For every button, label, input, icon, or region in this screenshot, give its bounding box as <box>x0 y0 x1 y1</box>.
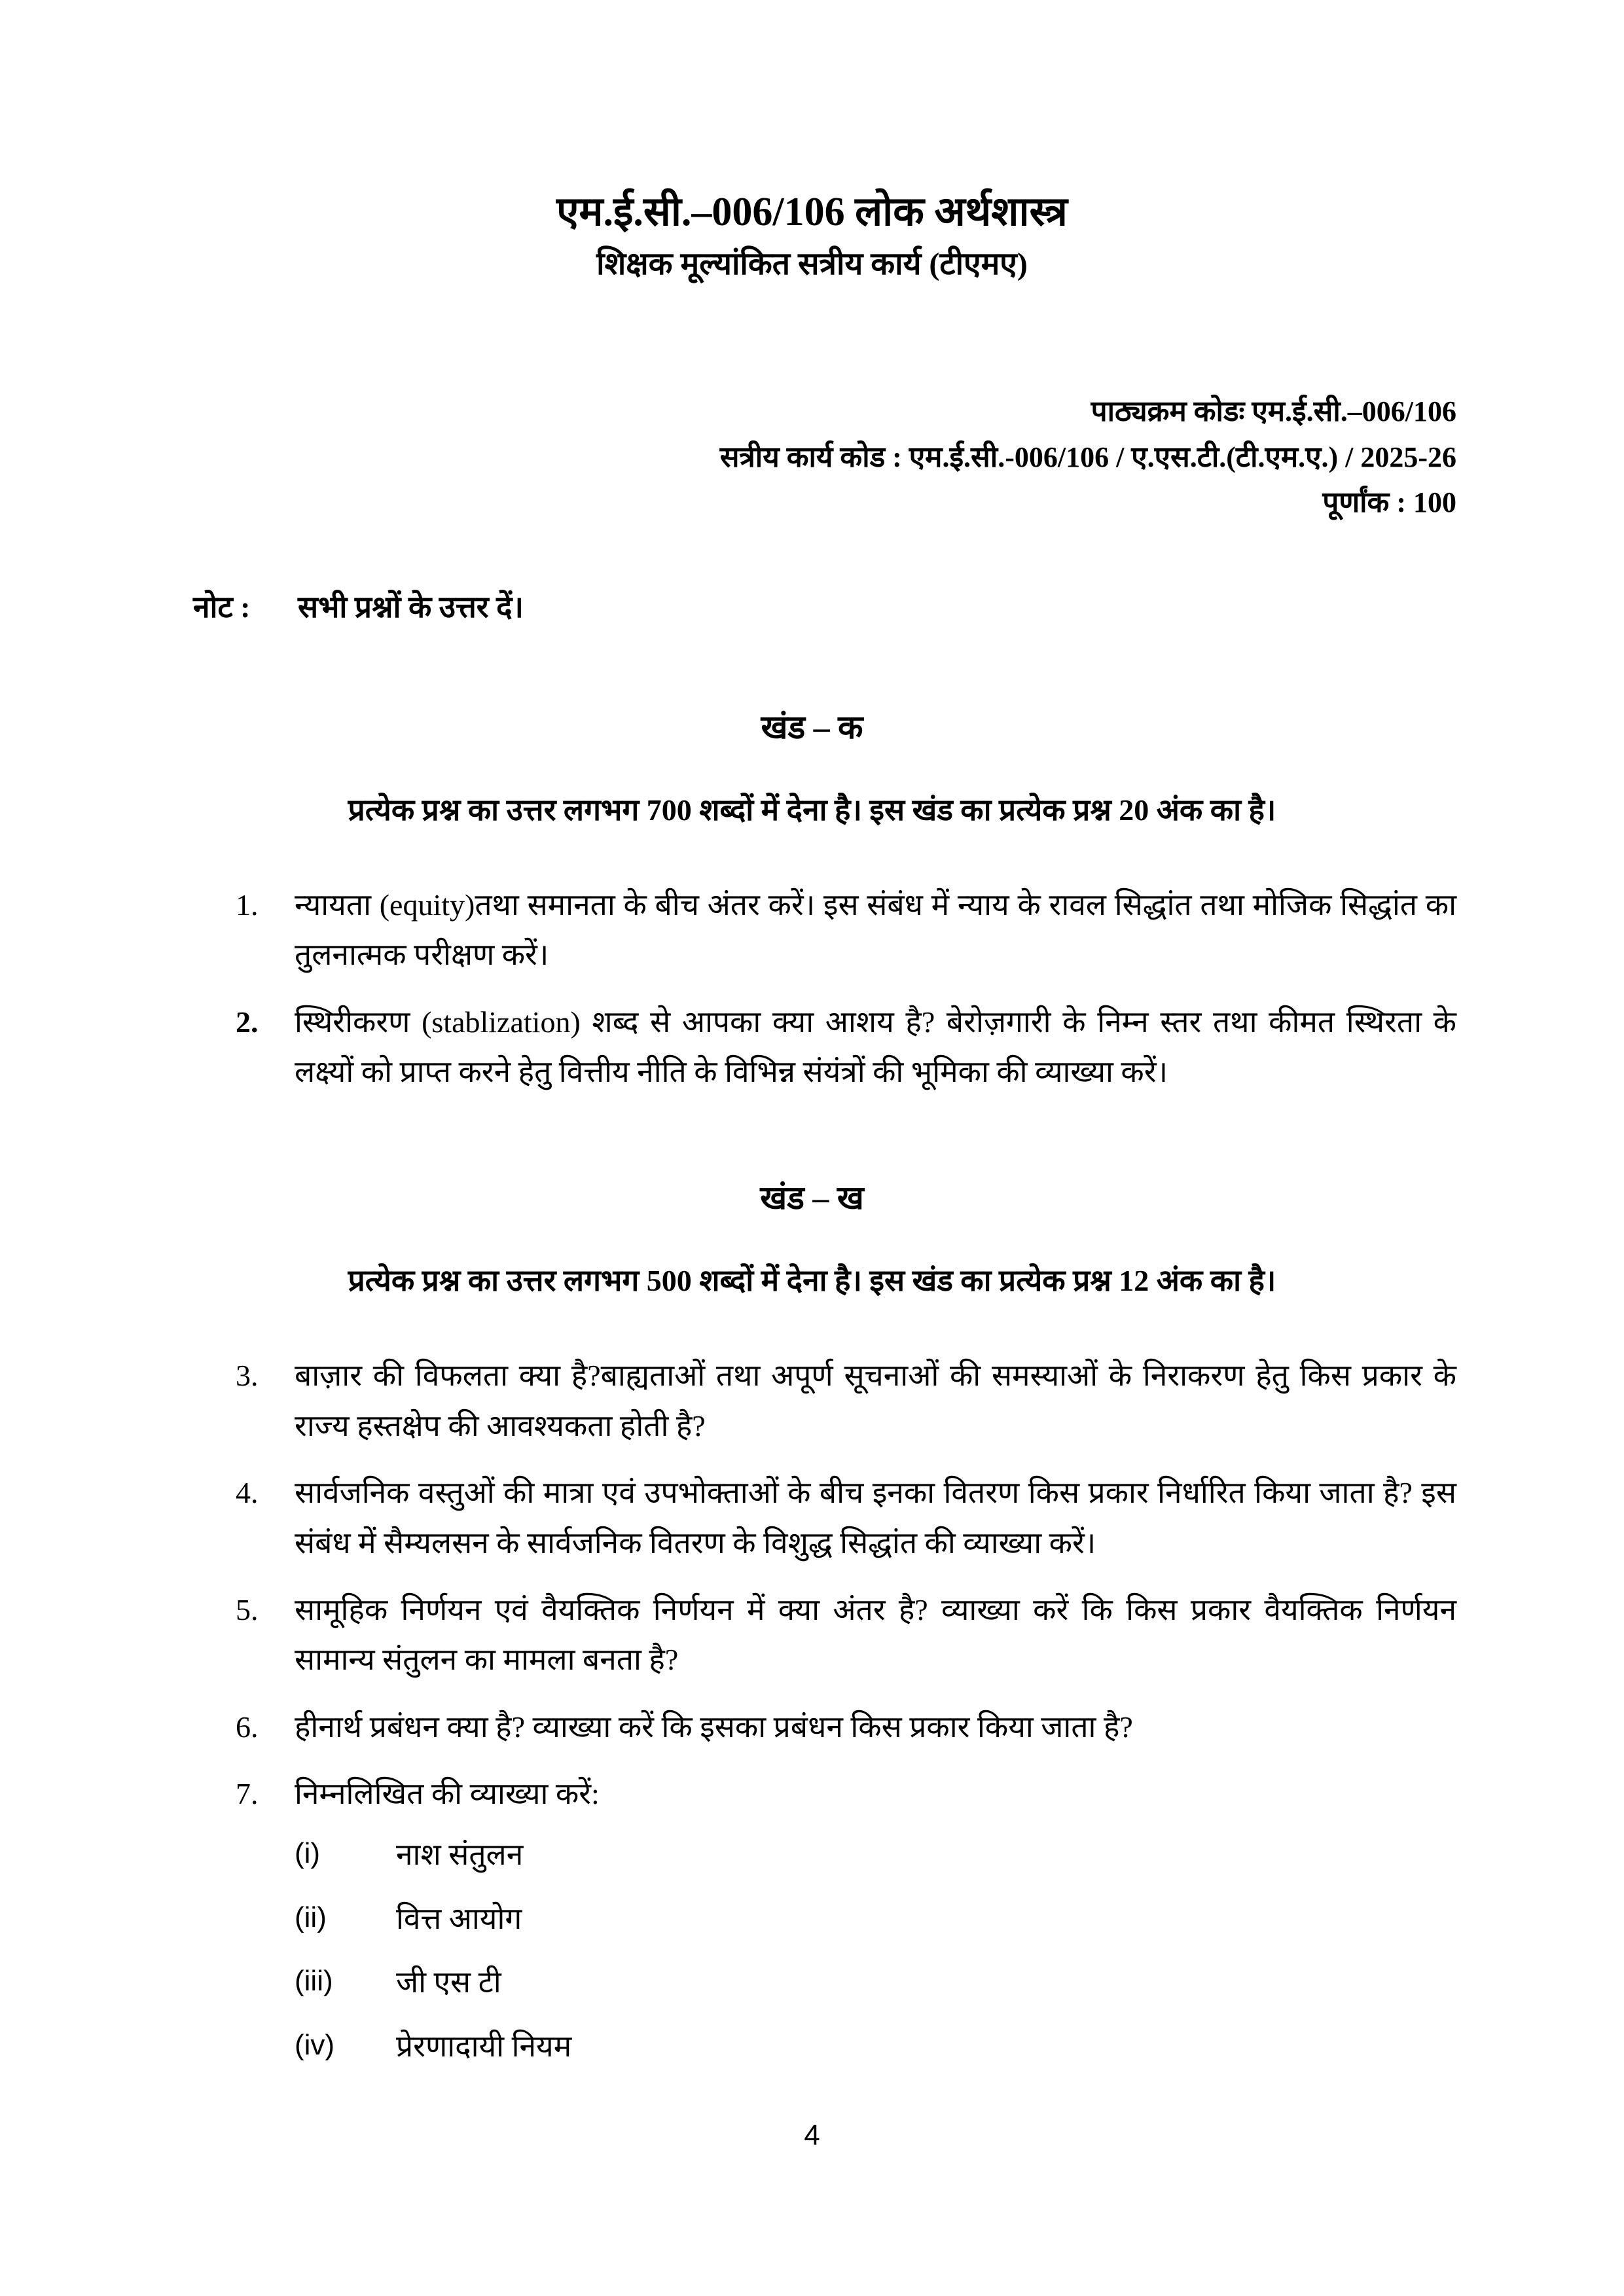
question-2-number: 2. <box>236 1005 259 1039</box>
question-4-number: 4. <box>236 1476 259 1510</box>
section-b-instruction: प्रत्येक प्रश्न का उत्तर लगभग 500 शब्दों में देना है। इस खंड का प्रत्येक प्रश्न 12 अंक का है। <box>348 1264 1276 1298</box>
question-7-text: निम्नलिखित की व्याख्या करें: <box>295 1776 600 1810</box>
subitem-i <box>295 1831 1456 1879</box>
question-7-block <box>295 1769 1456 2087</box>
code-block <box>0 389 1624 526</box>
question-4-text: सार्वजनिक वस्तुओं की मात्रा एवं उपभोक्ताओं के बीच इनका वितरण किस प्रकार निर्धारित किया जाता है? इस संबंध में सैम्यलसन के सार्वजनिक वितरण के विशुद्ध सिद्धांत की व्याख्या करें। <box>295 1476 1456 1560</box>
question-4 <box>236 1468 1456 1568</box>
section-b-questions <box>0 1351 1624 2086</box>
question-2 <box>236 997 1456 1098</box>
question-1-number: 1. <box>236 888 259 922</box>
question-3 <box>236 1351 1456 1451</box>
note-label: नोट : <box>193 590 251 624</box>
subitem-i-label: नाश संतुलन <box>396 1838 524 1872</box>
question-3-text: बाज़ार की विफलता क्या है?बाह्यताओं तथा अपूर्ण सूचनाओं की समस्याओं के निराकरण हेतु किस प्रकार के राज्य हस्तक्षेप की आवश्यकता होती है? <box>295 1359 1456 1443</box>
question-5-text: सामूहिक निर्णयन एवं वैयक्तिक निर्णयन में क्या अंतर है? व्याख्या करें कि किस प्रकार वैयक्तिक निर्णयन सामान्य संतुलन का मामला बनता है? <box>295 1592 1456 1677</box>
question-6-number: 6. <box>236 1710 259 1744</box>
assignment-code-line: सत्रीय कार्य कोड : एम.ई.सी.-006/106 / ए.एस.टी.(टी.एम.ए.) / 2025-26 <box>719 440 1456 473</box>
question-1 <box>236 880 1456 980</box>
question-3-number: 3. <box>236 1359 259 1393</box>
question-6 <box>236 1702 1456 1752</box>
note-line <box>0 586 1624 626</box>
page-number: 4 <box>804 2119 820 2151</box>
section-a-questions <box>0 880 1624 1097</box>
max-marks-line: पूर्णांक : 100 <box>1322 486 1456 519</box>
question-7 <box>236 1769 1456 2087</box>
section-a-heading: खंड – क <box>761 708 863 745</box>
assignment-subtitle: शिक्षक मूल्यांकित सत्रीय कार्य (टीएमए) <box>596 247 1028 282</box>
subitem-iii-marker: (iii) <box>295 1965 333 1998</box>
subitem-ii-marker: (ii) <box>295 1901 327 1933</box>
subitem-ii-label: वित्त आयोग <box>396 1901 522 1935</box>
subitem-iv <box>295 2022 1456 2071</box>
subitem-i-marker: (i) <box>295 1837 321 1870</box>
subitem-iv-label: प्रेरणादायी नियम <box>396 2030 572 2064</box>
question-5 <box>236 1585 1456 1685</box>
question-5-number: 5. <box>236 1592 259 1626</box>
subitem-iv-marker: (iv) <box>295 2029 335 2062</box>
subitem-iii <box>295 1958 1456 2007</box>
question-7-subitems <box>295 1831 1456 2070</box>
note-text: सभी प्रश्नों के उत्तर दें। <box>298 590 524 624</box>
subitem-iii-label: जी एस टी <box>396 1965 501 2000</box>
course-code-line: पाठ्यक्रम कोडः एम.ई.सी.–006/106 <box>1091 395 1456 428</box>
question-7-number: 7. <box>236 1776 259 1810</box>
question-6-text: हीनार्थ प्रबंधन क्या है? व्याख्या करें कि इसका प्रबंधन किस प्रकार किया जाता है? <box>295 1710 1133 1744</box>
page-header <box>0 0 1624 284</box>
question-1-text: न्यायता (equity)तथा समानता के बीच अंतर करें। इस संबंध में न्याय के रावल सिद्धांत तथा मोजिक सिद्धांत का तुलनात्मक परीक्षण करें। <box>295 888 1456 972</box>
section-a-instruction: प्रत्येक प्रश्न का उत्तर लगभग 700 शब्दों में देना है। इस खंड का प्रत्येक प्रश्न 20 अंक का है। <box>348 793 1276 827</box>
course-title: एम.ई.सी.–006/106 लोक अर्थशास्त्र <box>556 190 1068 234</box>
question-2-text: स्थिरीकरण (stablization) शब्द से आपका क्या आशय है? बेरोज़गारी के निम्न स्तर तथा कीमत स्थिरता के लक्ष्यों को प्राप्त करने हेतु वित्तीय नीति के विभिन्न संयंत्रों की भूमिका की व्याख्या करें। <box>295 1005 1456 1089</box>
subitem-ii <box>295 1895 1456 1943</box>
section-b-heading: खंड – ख <box>760 1179 864 1217</box>
